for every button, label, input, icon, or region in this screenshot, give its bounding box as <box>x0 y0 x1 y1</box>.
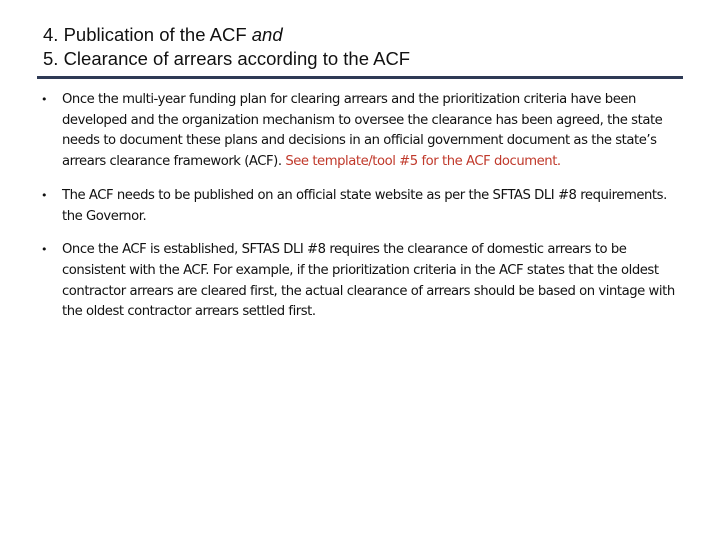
title-divider <box>37 76 683 79</box>
bullet-text-1: Once the multi-year funding plan for clearing arrears and the prioritization criteria have been developed and the organization mechanism to oversee the clearance has been agreed, the state needs to document these plans and decisions in an official government document as the state’s arrears clearance framework (ACF). <box>62 92 663 170</box>
bullet-marker: • <box>41 243 48 257</box>
bullet-marker: • <box>41 93 48 106</box>
bullet-list <box>37 90 682 336</box>
bullet-item-3 <box>37 240 682 323</box>
bullet-text-3: Once the ACF is established, SFTAS DLI #8 requires the clearance of domestic arrears to be consistent with the ACF. For example, if the prioritization criteria in the ACF states that the oldest contractor arrears are cleared first, the actual clearance of arrears should be based on vintage with the oldest contractor arrears settled first. <box>62 242 675 320</box>
title-line-1-text: 4. Publication of the ACF <box>43 24 252 45</box>
bullet-item-1 <box>37 90 682 173</box>
template-reference-link[interactable]: See template/tool #5 for the ACF document. <box>285 154 561 170</box>
title-line-1 <box>43 23 683 47</box>
bullet-text-2: The ACF needs to be published on an official state website as per the SFTAS DLI #8 requirements. the Governor. <box>62 187 667 224</box>
title-line-1-italic: and <box>251 24 283 45</box>
bullet-marker: • <box>41 188 48 202</box>
slide-title <box>43 23 683 71</box>
bullet-item-2 <box>37 186 682 227</box>
title-line-2: 5. Clearance of arrears according to the ACF <box>43 48 411 69</box>
